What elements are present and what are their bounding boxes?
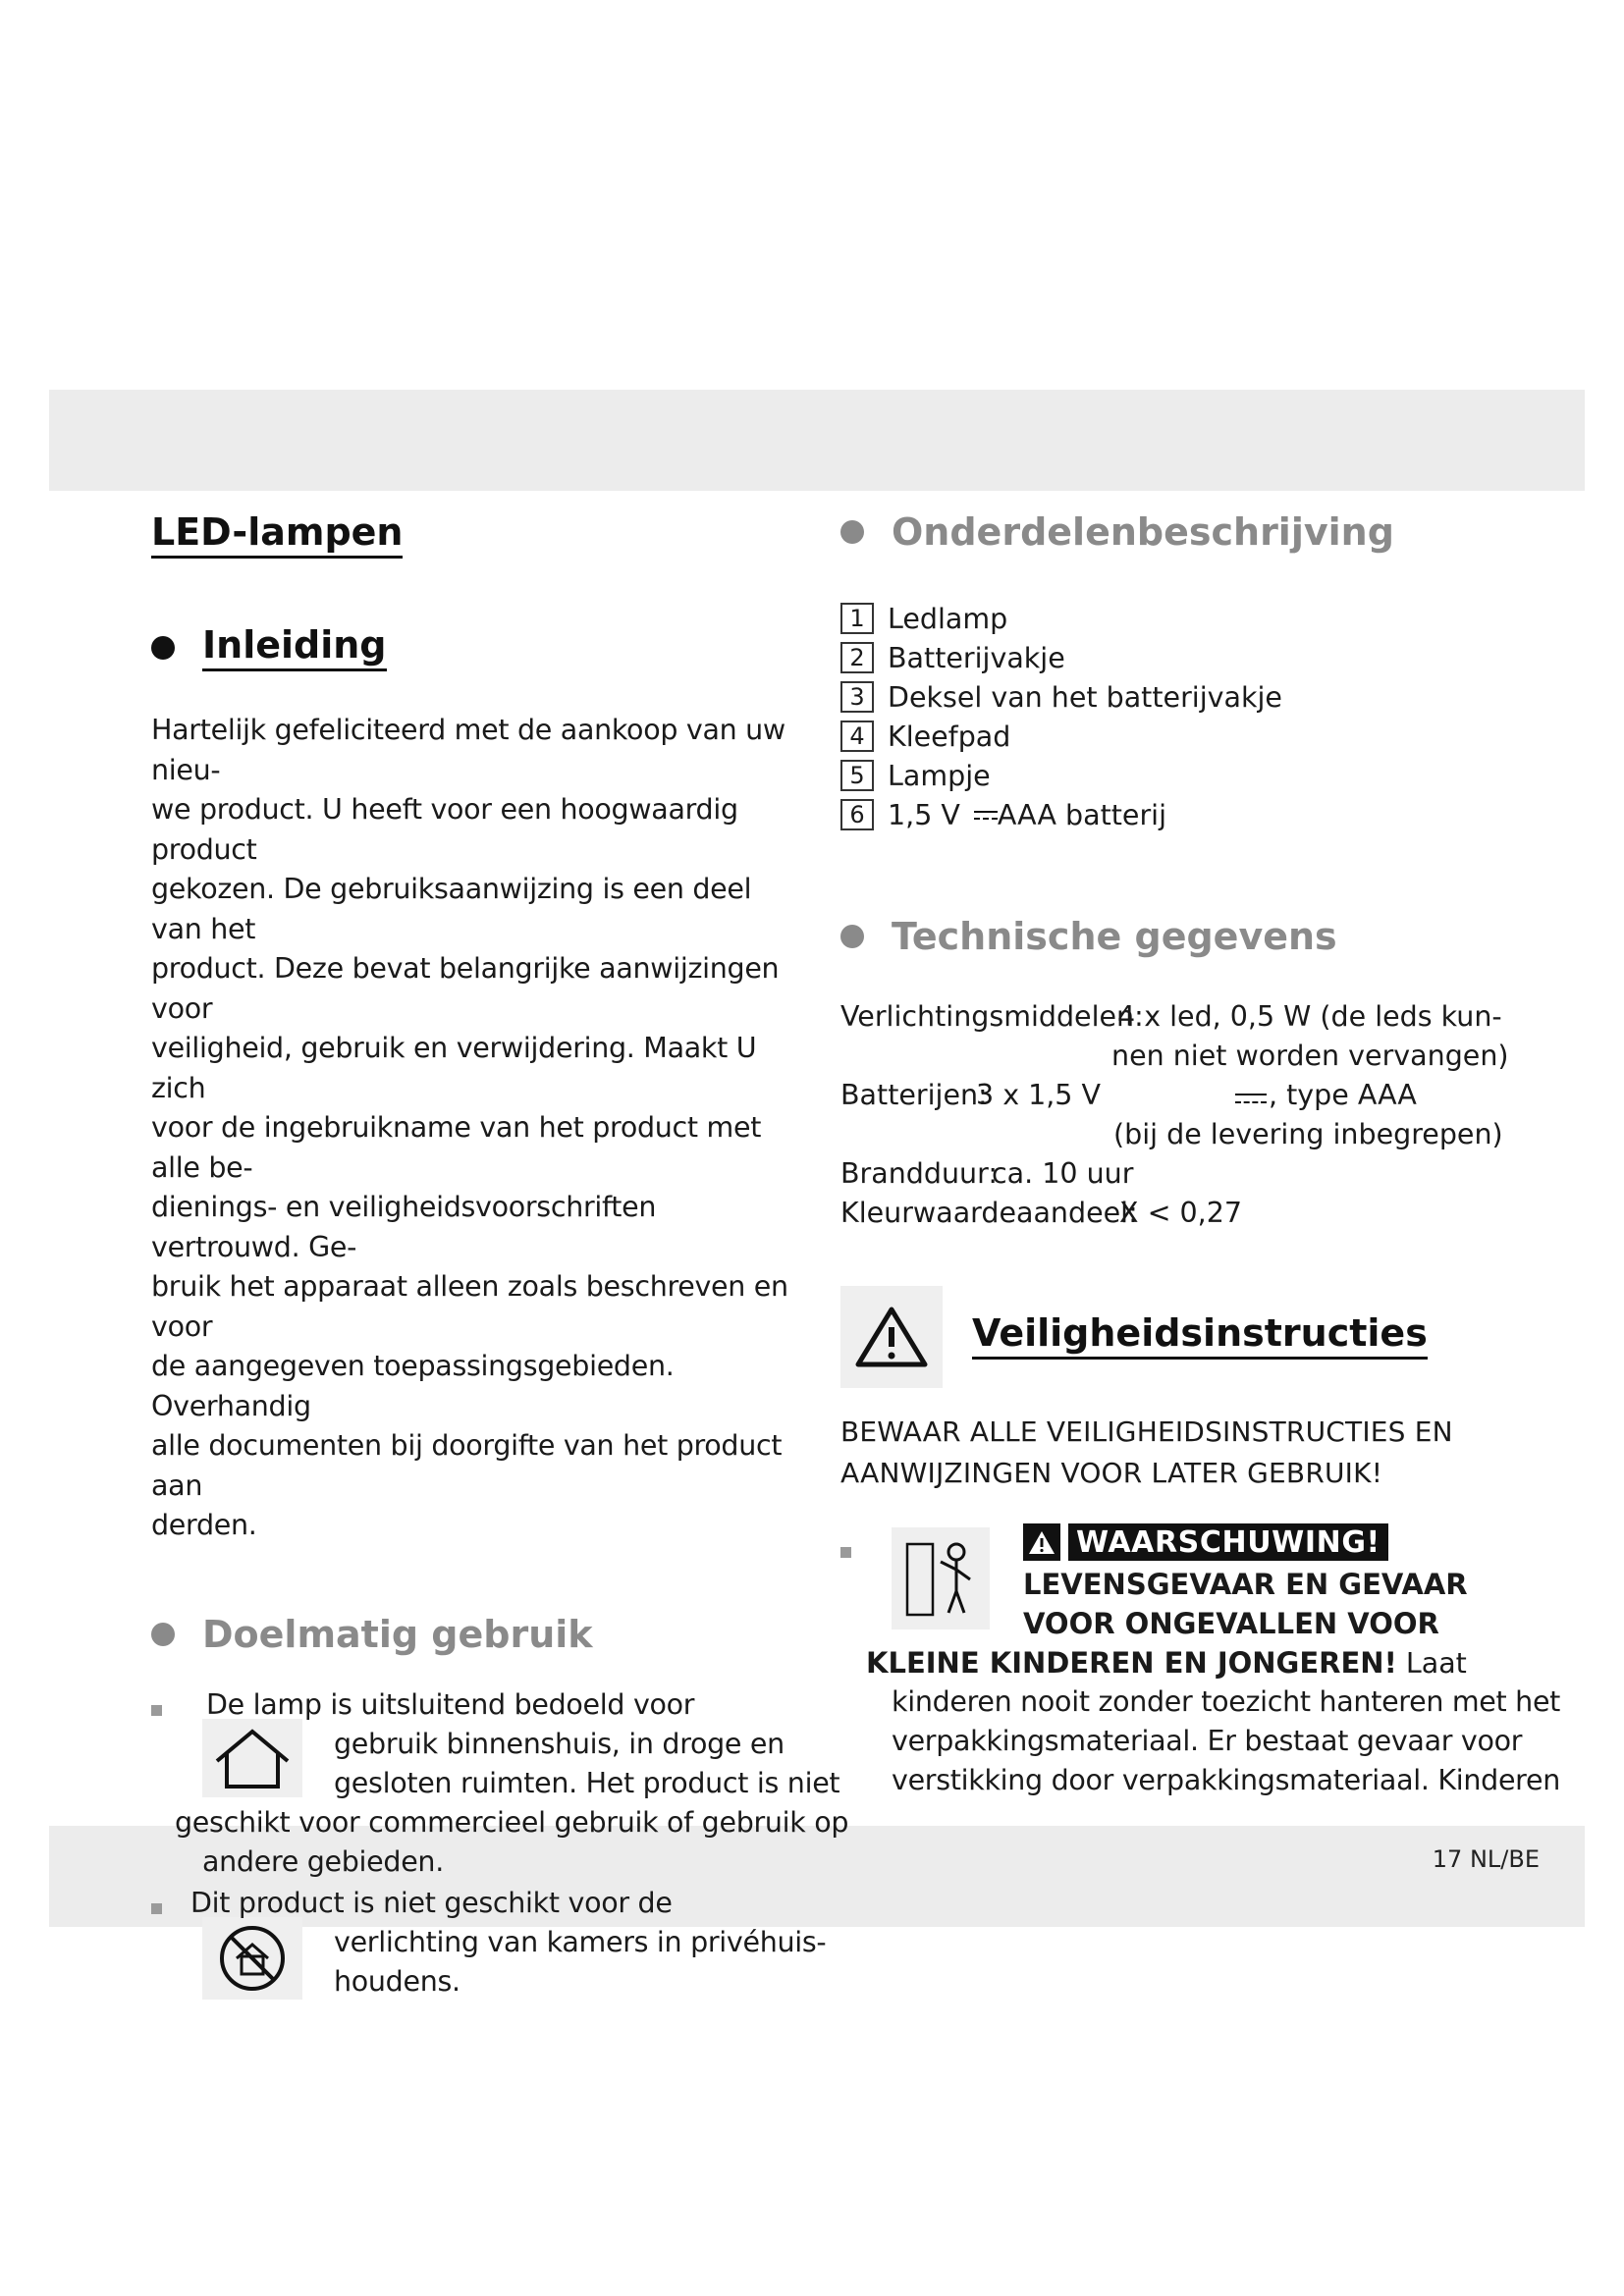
part-row xyxy=(840,756,1528,795)
warning-small-triangle-icon xyxy=(1023,1523,1060,1561)
warning-line xyxy=(866,1643,1467,1683)
intended-use-heading-text: Doelmatig gebruik xyxy=(202,1612,593,1656)
safety-keep-note xyxy=(840,1412,1528,1494)
intro-line: alle documenten bij doorgifte van het product aan xyxy=(151,1429,783,1502)
safety-heading-text: Veiligheidsinstructies xyxy=(972,1311,1428,1360)
warning-line-bold: KLEINE KINDEREN EN JONGEREN! xyxy=(866,1646,1397,1680)
part-number: 2 xyxy=(840,642,874,673)
tech-row xyxy=(840,1115,1528,1154)
part-row xyxy=(840,599,1528,638)
parts-heading xyxy=(840,510,1528,554)
part-number: 5 xyxy=(840,760,874,791)
tech-value: X < 0,27 xyxy=(1119,1197,1242,1229)
safety-heading xyxy=(840,1286,1528,1394)
intro-line: de aangegeven toepassingsgebieden. Overhandig xyxy=(151,1350,675,1422)
part-label: Deksel van het batterijvakje xyxy=(888,680,1282,714)
header-band xyxy=(49,390,1585,491)
part-label: Ledlamp xyxy=(888,602,1008,635)
technical-data xyxy=(840,997,1528,1233)
list-bullet-icon xyxy=(151,1705,162,1716)
list-bullet-icon xyxy=(840,1547,851,1558)
bullet-icon xyxy=(151,636,175,660)
intended-use-list xyxy=(151,1685,849,2009)
parts-list xyxy=(840,599,1528,834)
intro-line: product. Deze bevat belangrijke aanwijzingen voor xyxy=(151,952,780,1025)
parts-heading-text: Onderdelenbeschrijving xyxy=(892,510,1394,554)
tech-label: Verlichtingsmiddelen: xyxy=(840,1000,1144,1033)
tech-row xyxy=(840,1037,1528,1076)
bullet-icon xyxy=(151,1623,175,1646)
tech-row xyxy=(840,997,1528,1037)
tech-row xyxy=(840,1194,1528,1233)
warning-line: LEVENSGEVAAR EN GEVAAR xyxy=(1023,1568,1468,1601)
part-label-rest: batterij xyxy=(1056,798,1167,831)
introduction-heading-text: Inleiding xyxy=(202,623,387,671)
part-label: Lampje xyxy=(888,759,991,792)
page-number: 17 NL/BE xyxy=(1432,1845,1540,1873)
part-label: Kleefpad xyxy=(888,720,1011,753)
intro-line: Hartelijk gefeliciteerd met de aankoop van uw nieu- xyxy=(151,714,785,786)
introduction-text xyxy=(151,711,799,1546)
dc-symbol-icon xyxy=(974,811,998,820)
dc-symbol-icon xyxy=(1235,1094,1267,1103)
tech-row xyxy=(840,1154,1528,1194)
tech-value: 4 x led, 0,5 W (de leds kun- xyxy=(1117,1000,1502,1033)
bullet-icon xyxy=(840,925,864,948)
use-line: Dit product is niet geschikt voor de xyxy=(190,1886,673,1919)
part-label: 1,5 V xyxy=(888,798,960,831)
warning-label-row xyxy=(1023,1523,1388,1561)
no-household-room-icon xyxy=(202,1917,302,2000)
intended-use-heading xyxy=(151,1613,799,1656)
part-number: 6 xyxy=(840,799,874,830)
warning-text-line: verpakkingsmateriaal. Er bestaat gevaar voor xyxy=(892,1725,1523,1757)
use-line: andere gebieden. xyxy=(202,1844,444,1878)
tech-label: Brandduur: xyxy=(840,1157,998,1190)
technical-heading-text: Technische gegevens xyxy=(892,915,1337,958)
tech-value: , type AAA xyxy=(1269,1079,1417,1111)
use-line: De lamp is uitsluitend bedoeld voor xyxy=(206,1687,695,1721)
tech-label: Batterijen: xyxy=(840,1079,988,1111)
introduction-heading xyxy=(151,623,799,671)
tech-value: ca. 10 uur xyxy=(992,1157,1134,1190)
tech-value: 3 x 1,5 V xyxy=(976,1079,1101,1111)
intro-line: gekozen. De gebruiksaanwijzing is een deel van het xyxy=(151,873,752,945)
intro-line: derden. xyxy=(151,1509,257,1541)
part-label: Batterijvakje xyxy=(888,641,1065,674)
part-number: 4 xyxy=(840,721,874,752)
tech-value: nen niet worden vervangen) xyxy=(1111,1040,1509,1072)
warning-line: VOOR ONGEVALLEN VOOR xyxy=(1023,1607,1439,1640)
part-row xyxy=(840,795,1528,834)
use-line: gesloten ruimten. Het product is niet xyxy=(334,1766,840,1799)
intro-line: voor de ingebruikname van het product met alle be- xyxy=(151,1111,762,1184)
page-title: LED-lampen xyxy=(151,510,403,559)
safety-keep-line: BEWAAR ALLE VEILIGHEIDSINSTRUCTIES EN xyxy=(840,1415,1453,1448)
intro-line: veiligheid, gebruik en verwijdering. Maakt U zich xyxy=(151,1032,757,1104)
warning-block xyxy=(840,1523,1561,1818)
intro-line: bruik het apparaat alleen zoals beschreven en voor xyxy=(151,1270,788,1343)
use-line: verlichting van kamers in privéhuis- xyxy=(334,1925,827,1958)
right-column xyxy=(840,510,1561,1818)
warning-label: WAARSCHUWING! xyxy=(1068,1523,1388,1561)
use-line: geschikt voor commercieel gebruik of gebruik op xyxy=(175,1805,849,1839)
warning-text-line: verstikking door verpakkingsmateriaal. Kinderen xyxy=(892,1764,1560,1796)
intro-line: we product. U heeft voor een hoogwaardig product xyxy=(151,793,738,866)
tech-row xyxy=(840,1076,1528,1115)
indoor-house-icon xyxy=(202,1719,302,1797)
part-number: 3 xyxy=(840,681,874,713)
list-bullet-icon xyxy=(151,1903,162,1914)
technical-heading xyxy=(840,915,1528,958)
part-number: 1 xyxy=(840,603,874,634)
tech-label: Kleurwaardeaandeel: xyxy=(840,1197,1138,1229)
use-line: gebruik binnenshuis, in droge en xyxy=(334,1727,785,1760)
child-packaging-hazard-icon xyxy=(892,1527,990,1629)
left-column xyxy=(151,510,849,2009)
part-label-symbol: AAA xyxy=(997,798,1056,831)
part-row xyxy=(840,677,1528,717)
part-row xyxy=(840,638,1528,677)
warning-text-line: kinderen nooit zonder toezicht hanteren met het xyxy=(892,1685,1561,1718)
warning-triangle-icon xyxy=(840,1286,943,1388)
tech-value: (bij de levering inbegrepen) xyxy=(1113,1118,1503,1150)
part-row xyxy=(840,717,1528,756)
bullet-icon xyxy=(840,520,864,544)
use-line: houdens. xyxy=(334,1964,460,1998)
safety-keep-line: AANWIJZINGEN VOOR LATER GEBRUIK! xyxy=(840,1457,1383,1489)
intro-line: dienings- en veiligheidsvoorschriften vertrouwd. Ge- xyxy=(151,1191,657,1263)
warning-line-rest: Laat xyxy=(1396,1647,1467,1680)
